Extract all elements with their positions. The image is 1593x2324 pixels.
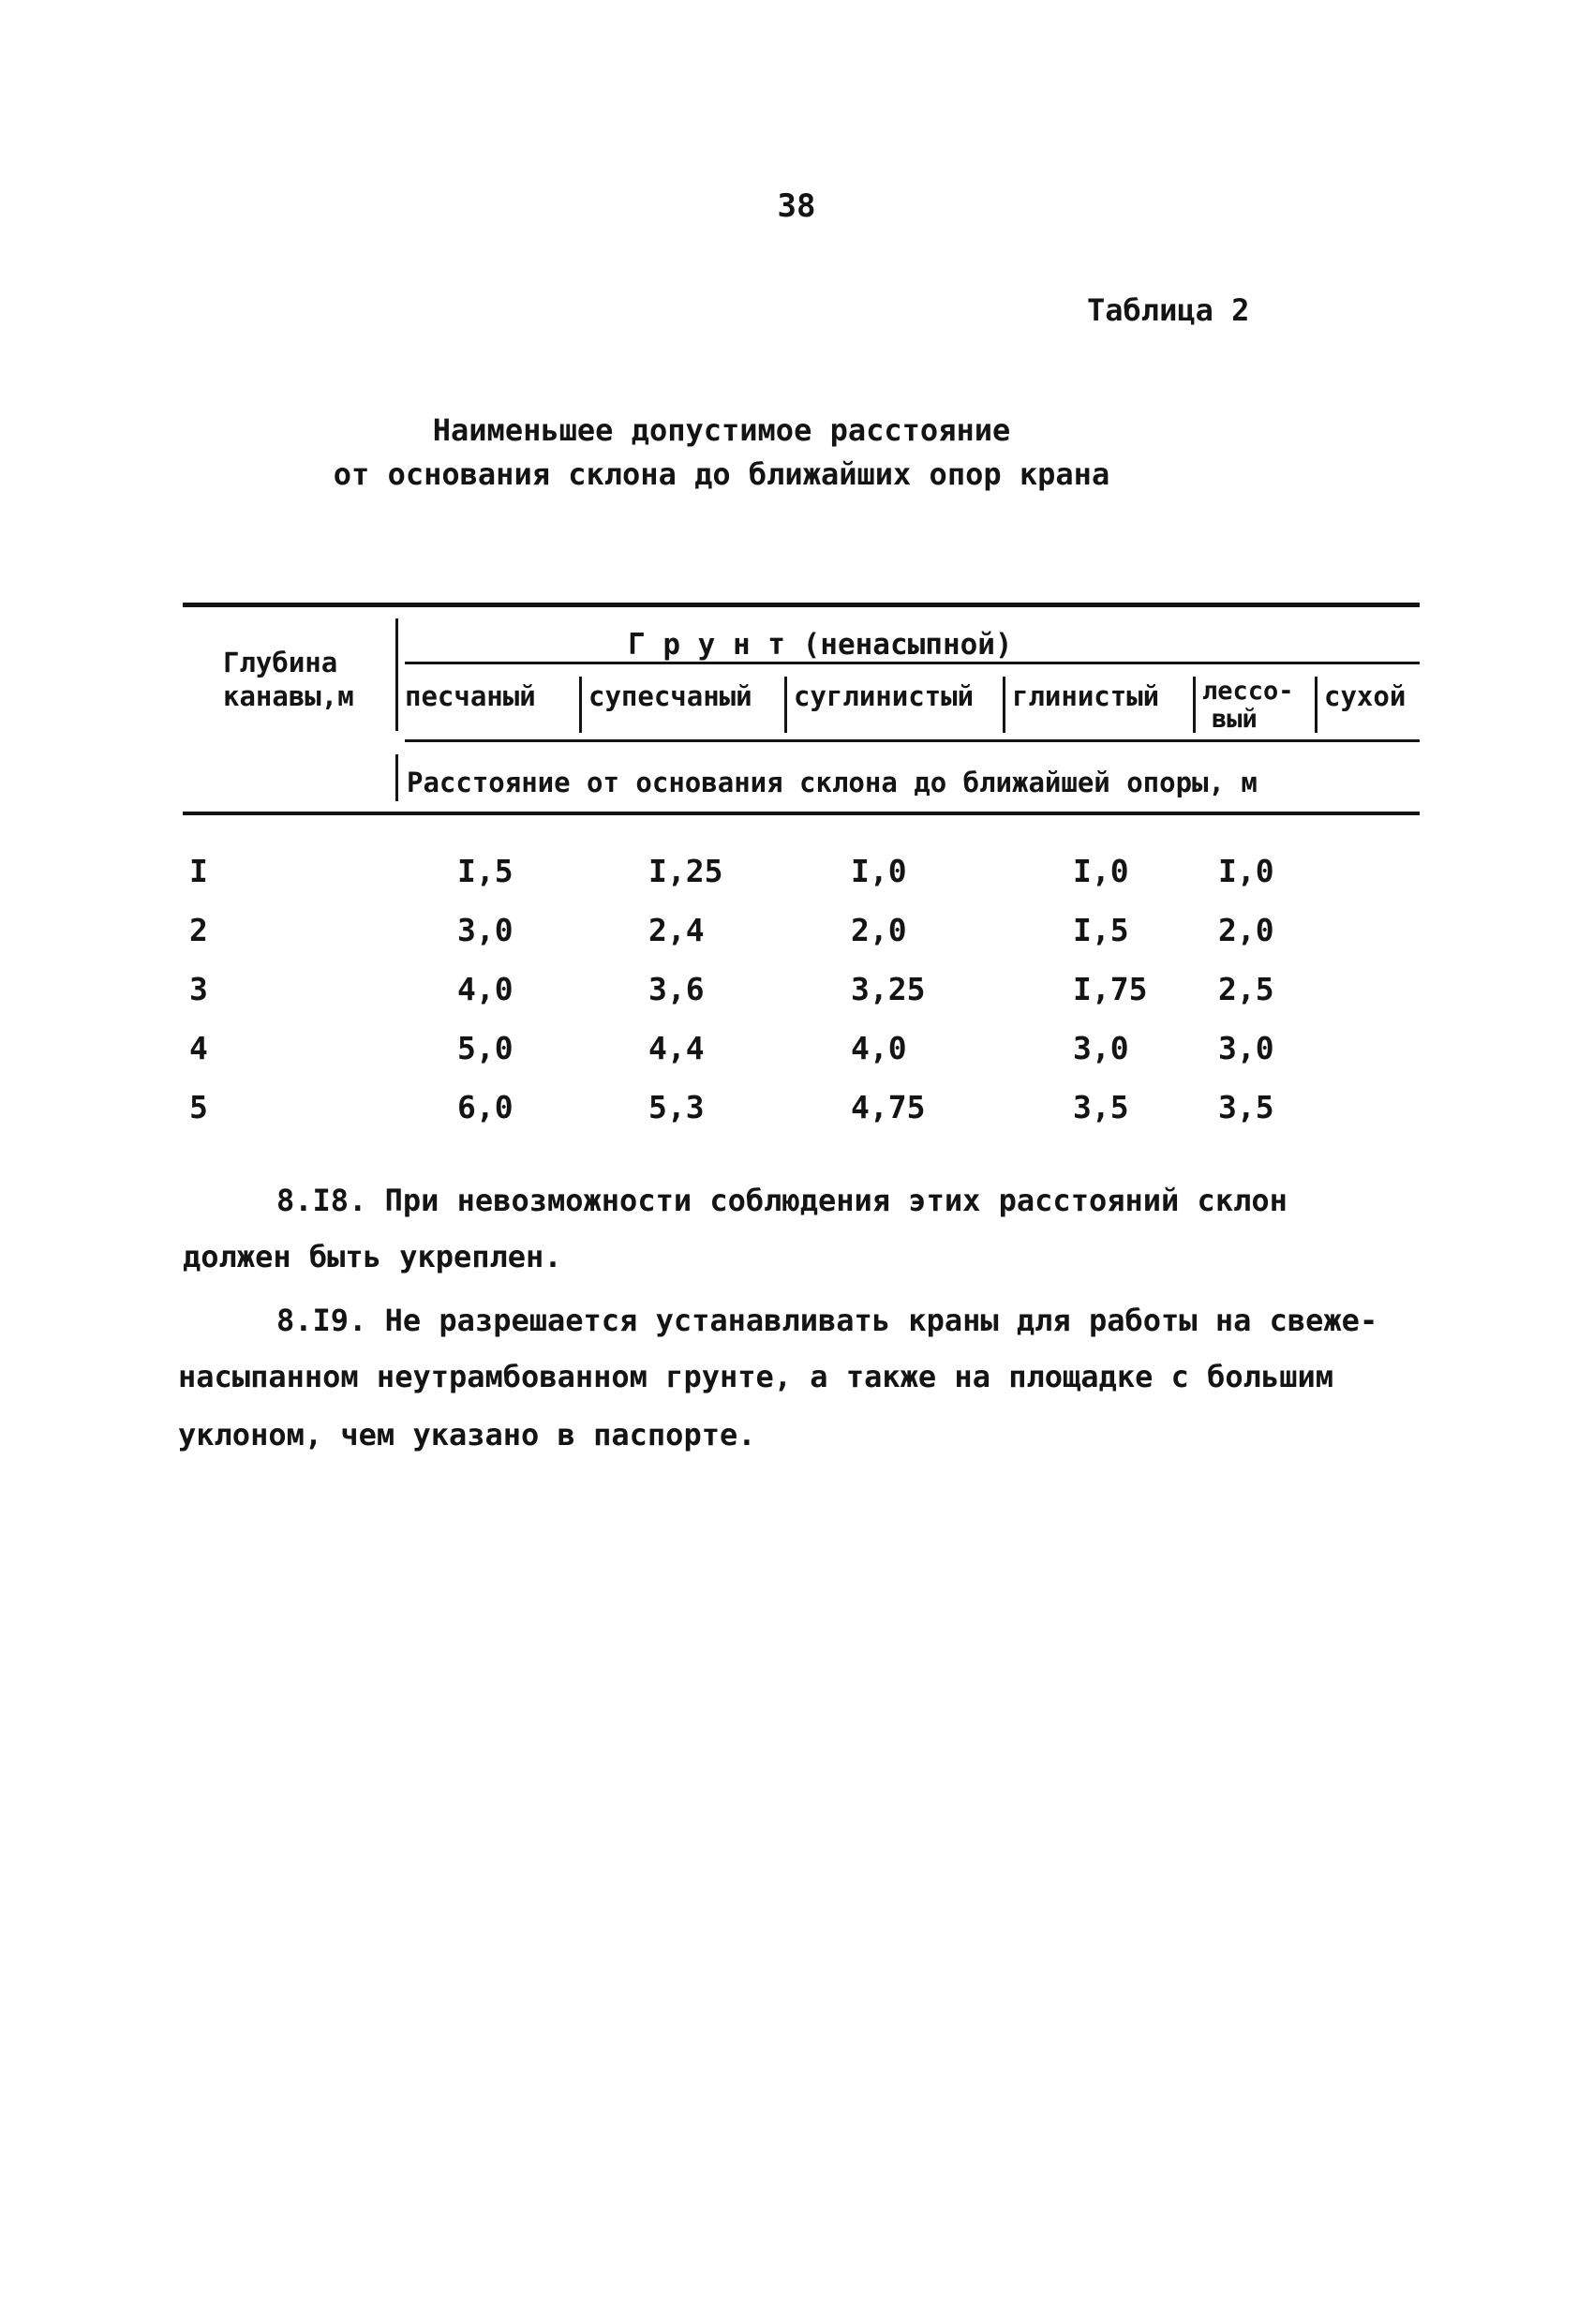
column-header-rule (405, 739, 1420, 742)
distance-cell: I,5 (457, 853, 514, 889)
column-header-dry: сухой (1324, 680, 1407, 712)
distance-cell: 2,0 (851, 912, 907, 948)
depth-cell: 3 (189, 971, 208, 1007)
distance-cell: 4,75 (851, 1089, 926, 1125)
column-separator (1003, 677, 1005, 733)
paragraph-8-18-line-2: должен быть укреплен. (183, 1239, 562, 1274)
table-top-rule (183, 603, 1420, 607)
distance-cell: I,25 (648, 853, 723, 889)
distance-cell: 6,0 (457, 1089, 514, 1125)
column-header-loess-2: вый (1212, 705, 1258, 734)
column-separator (1193, 677, 1196, 733)
distance-cell: I,0 (1073, 853, 1129, 889)
distance-cell: 2,5 (1218, 971, 1274, 1007)
table-title-line-2: от основания склона до ближайших опор крана (333, 456, 1110, 492)
column-separator (579, 677, 582, 733)
column-separator (784, 677, 787, 733)
depth-header-line-2: канавы,м (223, 680, 354, 712)
distance-cell: 4,0 (457, 971, 514, 1007)
distance-cell: 3,0 (1218, 1030, 1274, 1066)
distance-cell: 4,4 (648, 1030, 705, 1066)
distance-cell: 3,5 (1218, 1089, 1274, 1125)
column-header-sandy-loam: супесчаный (588, 680, 752, 712)
depth-cell: I (189, 853, 208, 889)
table-label: Таблица 2 (1087, 292, 1250, 328)
distance-cell: I,5 (1073, 912, 1129, 948)
depth-header-line-1: Глубина (223, 647, 338, 678)
table-title-line-1: Наименьшее допустимое расстояние (432, 412, 1011, 448)
column-separator (1315, 677, 1318, 733)
page-number: 38 (777, 187, 816, 225)
column-separator (395, 754, 398, 801)
paragraph-8-19-line-3: уклоном, чем указано в паспорте. (178, 1417, 756, 1452)
paragraph-8-19-line-2: насыпанном неутрамбованном грунте, а также на площадке с большим (178, 1359, 1333, 1394)
depth-cell: 5 (189, 1089, 208, 1125)
column-separator (395, 618, 398, 731)
distance-cell: 3,0 (1073, 1030, 1129, 1066)
paragraph-8-18-line-1: 8.I8. При невозможности соблюдения этих расстояний склон (276, 1183, 1288, 1218)
column-header-sandy: песчаный (405, 680, 536, 712)
distance-cell: I,0 (1218, 853, 1274, 889)
distance-cell: 3,0 (457, 912, 514, 948)
column-header-loam: суглинистый (794, 680, 975, 712)
distance-cell: 5,0 (457, 1030, 514, 1066)
depth-cell: 2 (189, 912, 208, 948)
distance-cell: I,75 (1073, 971, 1148, 1007)
column-header-loess-1: лессо- (1202, 677, 1294, 706)
distance-cell: 3,5 (1073, 1089, 1129, 1125)
depth-cell: 4 (189, 1030, 208, 1066)
distance-cell: 4,0 (851, 1030, 907, 1066)
header-bottom-rule (183, 812, 1420, 815)
distance-cell: 3,25 (851, 971, 926, 1007)
distance-cell: 2,4 (648, 912, 705, 948)
distance-cell: 3,6 (648, 971, 705, 1007)
distance-cell: 2,0 (1218, 912, 1274, 948)
distance-subheader: Расстояние от основания склона до ближайшей опоры, м (407, 767, 1258, 798)
distance-cell: I,0 (851, 853, 907, 889)
column-header-clay: глинистый (1012, 680, 1160, 712)
paragraph-8-19-line-1: 8.I9. Не разрешается устанавливать краны для работы на свеже- (276, 1303, 1378, 1338)
group-header-rule (405, 662, 1420, 664)
soil-group-header: Г р у н т (ненасыпной) (628, 628, 1013, 662)
distance-cell: 5,3 (648, 1089, 705, 1125)
